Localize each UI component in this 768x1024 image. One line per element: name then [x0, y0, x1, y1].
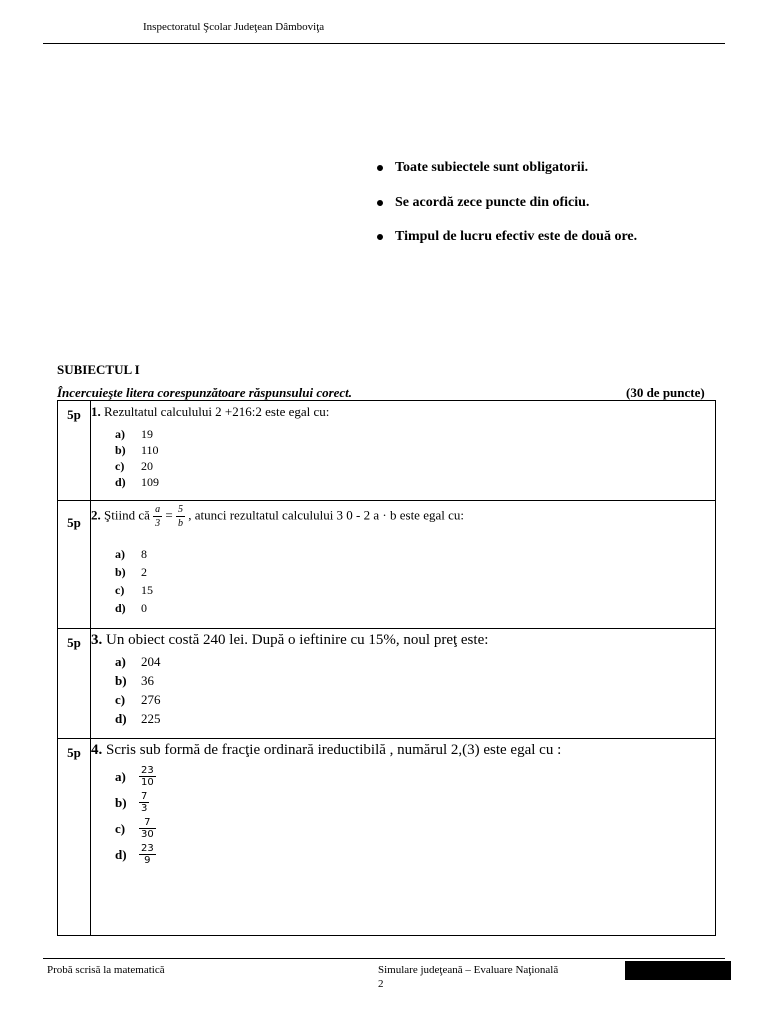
answer-options [115, 427, 715, 491]
questions-table [57, 400, 716, 936]
question-text: 4. Scris sub formă de fracţie ordinară ireductibilă , numărul 2,(3) este egal cu : [91, 742, 562, 758]
page-header [43, 18, 725, 44]
answer-option-b[interactable]: b) 2 [115, 565, 147, 579]
question-row [58, 739, 716, 936]
question-text: 3. Un obiect costă 240 lei. După o ieftinire cu 15%, noul preţ este: [91, 632, 489, 648]
bullet-icon [377, 200, 383, 206]
footer-black-box [625, 961, 731, 980]
question-row [58, 501, 716, 629]
question-points: 5p [58, 739, 91, 936]
question-1 [91, 401, 716, 501]
exam-rules [376, 160, 637, 264]
answer-option-c[interactable]: c) 276 [115, 692, 161, 707]
answer-option-a[interactable]: a) 8 [115, 547, 147, 561]
answer-option-a[interactable]: a) $\frac{23}{10}$ [115, 765, 154, 788]
subject-instruction: Încercuieşte litera corespunzătoare răspunsului corect. [57, 385, 353, 400]
question-points: 5p [58, 501, 91, 629]
answer-options [115, 547, 715, 619]
subject-points: (30 de puncte) [626, 385, 705, 400]
fraction-5-over-b: $\frac{5}{b}$ [177, 504, 183, 529]
question-4 [91, 739, 716, 936]
answer-options [115, 654, 715, 730]
subject-title: SUBIECTUL I [57, 362, 140, 377]
answer-option-d[interactable]: d) 109 [115, 475, 159, 489]
bullet-icon [377, 165, 383, 171]
answer-option-d[interactable]: d) $\frac{23}{9}$ [115, 843, 154, 866]
answer-option-c[interactable]: c) $\frac{7}{30}$ [115, 817, 154, 840]
question-2 [91, 501, 716, 629]
answer-option-b[interactable]: b) $\frac{7}{3}$ [115, 791, 148, 814]
rule-item: Timpul de lucru efectiv este de două ore. [376, 229, 637, 246]
question-points: 5p [58, 629, 91, 739]
question-row [58, 629, 716, 739]
question-row [58, 401, 716, 501]
institution-name: Inspectoratul Şcolar Judeţean Dâmboviţa [143, 21, 325, 33]
answer-option-a[interactable]: a) 19 [115, 427, 153, 441]
question-3 [91, 629, 716, 739]
answer-option-d[interactable]: d) 0 [115, 601, 147, 615]
fraction-23-over-9: $\frac{23}{9}$ [141, 843, 154, 866]
footer-subject: Probă scrisă la matematică [47, 964, 165, 976]
question-text: 1. Rezultatul calculului 2 +216:2 este egal cu: [91, 404, 330, 419]
fraction-7-over-30: $\frac{7}{30}$ [141, 817, 154, 840]
answer-option-b[interactable]: b) 36 [115, 673, 154, 688]
answer-options [115, 765, 715, 869]
answer-option-c[interactable]: c) 20 [115, 459, 153, 473]
footer-exam: Simulare judeţeană – Evaluare Naţională [378, 964, 559, 976]
question-text: 2. Ştiind că $\frac{a}{3}$ = $\frac{5}{b}$ , atunci rezultatul calculului 3 0 - 2 a · b este egal cu: [91, 504, 464, 529]
answer-option-a[interactable]: a) 204 [115, 654, 161, 669]
question-points: 5p [58, 401, 91, 501]
fraction-23-over-10: $\frac{23}{10}$ [141, 765, 154, 788]
answer-option-b[interactable]: b) 110 [115, 443, 159, 457]
rule-item: Se acordă zece puncte din oficiu. [376, 195, 637, 212]
page-footer [43, 958, 725, 990]
bullet-icon [377, 234, 383, 240]
answer-option-c[interactable]: c) 15 [115, 583, 153, 597]
answer-option-d[interactable]: d) 225 [115, 711, 161, 726]
fraction-a-over-3: $\frac{a}{3}$ [155, 504, 161, 529]
rule-item: Toate subiectele sunt obligatorii. [376, 160, 637, 177]
page-number: 2 [378, 978, 384, 990]
fraction-7-over-3: $\frac{7}{3}$ [141, 791, 148, 814]
